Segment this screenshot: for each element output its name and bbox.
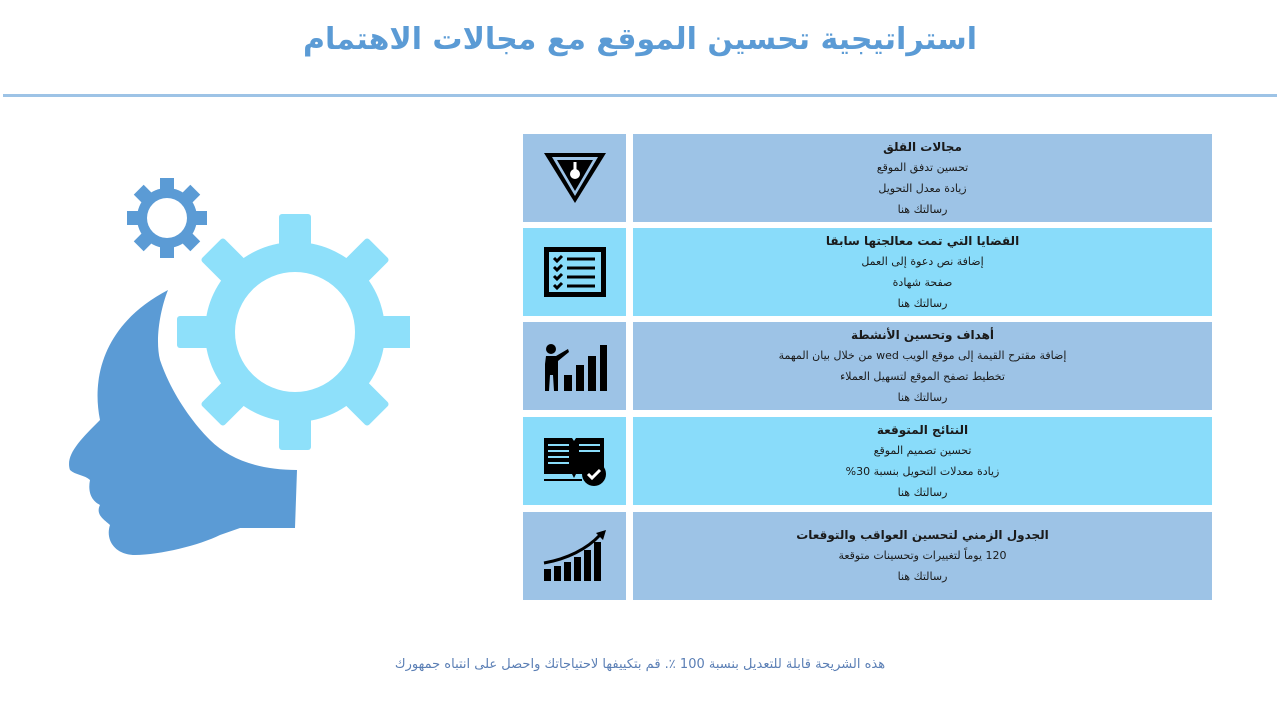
presenter-chart-icon xyxy=(542,339,608,393)
slide-title: استراتيجية تحسين الموقع مع مجالات الاهتمام xyxy=(302,22,978,57)
row-icon-cell xyxy=(523,134,626,222)
row-line: صفحة شهادة xyxy=(892,275,953,289)
warning-triangle-icon xyxy=(542,151,608,205)
strategy-row-concerns xyxy=(523,134,1212,222)
slide-footer-note: هذه الشريحة قابلة للتعديل بنسبة 100 ٪. قم بتكييفها لاحتياجاتك واحصل على انتباه جمهورك xyxy=(394,657,886,672)
row-line: تخطيط تصفح الموقع لتسهيل العملاء xyxy=(840,369,1005,383)
row-text-cell xyxy=(633,134,1212,222)
row-heading: مجالات القلق xyxy=(883,139,962,154)
small-gear-icon xyxy=(127,178,207,258)
row-line: زيادة معدل التحويل xyxy=(878,181,967,195)
row-text-cell xyxy=(633,322,1212,410)
strategy-row-expected-results xyxy=(523,417,1212,505)
title-divider xyxy=(3,94,1277,97)
book-check-icon xyxy=(542,434,608,488)
row-line: إضافة نص دعوة إلى العمل xyxy=(861,254,984,268)
checklist-icon xyxy=(542,245,608,299)
row-line: 120 يوماً لتغييرات وتحسينات متوقعة xyxy=(838,549,1007,562)
row-line: رسالتك هنا xyxy=(897,570,948,583)
row-line: رسالتك هنا xyxy=(897,202,948,216)
row-heading: الجدول الزمني لتحسين العواقب والتوقعات xyxy=(796,528,1049,542)
row-heading: النتائج المتوقعة xyxy=(876,422,969,437)
row-line: تحسين تدفق الموقع xyxy=(876,160,969,174)
large-gear-icon xyxy=(177,214,410,450)
row-icon-cell xyxy=(523,512,626,600)
row-line: رسالتك هنا xyxy=(897,390,948,404)
row-icon-cell xyxy=(523,228,626,316)
row-line: إضافة مقترح القيمة إلى موقع الويب wed من خلال بيان المهمة xyxy=(778,348,1067,362)
growth-chart-icon xyxy=(542,529,608,583)
row-line: زيادة معدلات التحويل بنسبة 30% xyxy=(845,464,1000,478)
row-text-cell xyxy=(633,417,1212,505)
row-icon-cell xyxy=(523,417,626,505)
row-icon-cell xyxy=(523,322,626,410)
row-line: رسالتك هنا xyxy=(897,296,948,310)
row-text-cell xyxy=(633,228,1212,316)
row-heading: القضايا التي تمت معالجتها سابقا xyxy=(825,233,1020,248)
row-heading: أهداف وتحسين الأنشطة xyxy=(850,327,995,342)
strategy-row-goals xyxy=(523,322,1212,410)
strategy-row-addressed-issues xyxy=(523,228,1212,316)
head-gears-illustration xyxy=(60,170,410,570)
row-line: رسالتك هنا xyxy=(897,485,948,499)
strategy-row-timeline xyxy=(523,512,1212,600)
row-text-cell xyxy=(633,512,1212,600)
row-line: تحسين تصميم الموقع xyxy=(873,443,972,457)
